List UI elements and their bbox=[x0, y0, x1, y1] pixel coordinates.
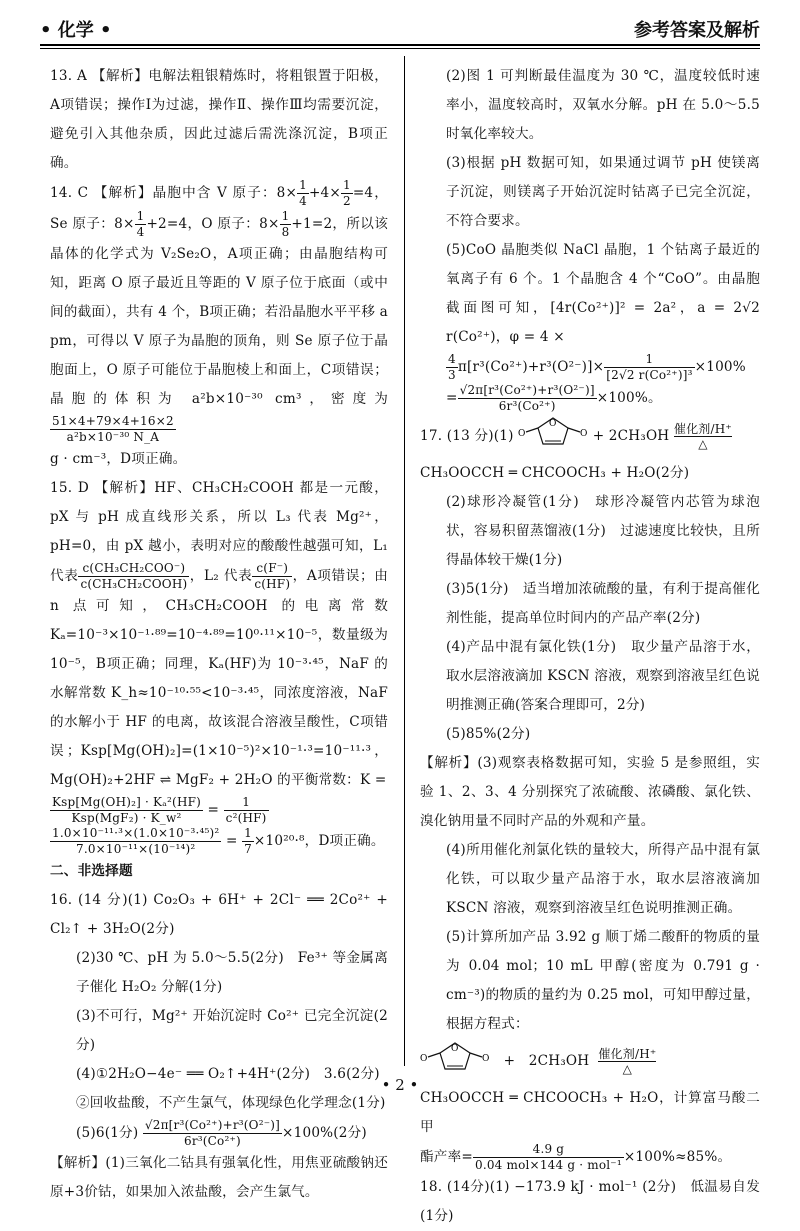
fraction: $\frac{1}{\text{c²(HF)}}$ bbox=[225, 795, 267, 825]
answer-16-1: 16. (14 分)(1) Co₂O₃ + 6H⁺ + 2Cl⁻ ══ 2Co²⁺ + Cl₂↑ + 3H₂O(2分) bbox=[50, 892, 388, 937]
analysis-16-2: (2)图 1 可判断最佳温度为 30 ℃，温度较低时速率小，温度较高时，双氧水分解。pH 在 5.0～5.5 时氧化率较大。 bbox=[446, 68, 760, 142]
answer-17-5: (5)85%(2分) bbox=[446, 726, 531, 742]
header-rule-thin bbox=[40, 48, 760, 49]
fraction: $\frac{1}{4}$ bbox=[136, 209, 145, 239]
fraction: $\frac{1}{4}$ bbox=[299, 178, 307, 208]
answer-14-end: g · cm⁻³，D项正确。 bbox=[50, 451, 187, 467]
analysis-16-3: (3)根据 pH 数据可知，如果通过调节 pH 使镁离子沉淀，则镁离子开始沉淀时钴离子已完全沉淀，不符合要求。 bbox=[446, 155, 760, 229]
right-column bbox=[420, 62, 760, 1231]
fraction: $\frac{\text{c(CH₃CH₂COO⁻)}}{\text{c(CH₃CH₂COOH)}}$ bbox=[80, 561, 188, 591]
answer-17-1b: CH₃OOCCH ═ CHCOOCH₃ + H₂O(2分) bbox=[420, 465, 690, 481]
answer-17-3: (3)5(1分) 适当增加浓硫酸的量，有利于提高催化剂性能，提高单位时间内的产品产率(2分) bbox=[446, 581, 760, 626]
analysis-17-5b: CH₃OOCCH ═ CHCOOCH₃ + H₂O，计算富马酸二甲 bbox=[420, 1090, 760, 1135]
answer-17-2: (2)球形冷凝管(1分) 球形冷凝管内芯管为球泡状，容易积留蒸馏液(1分) 过滤速度比较快，且所得晶体较干燥(1分) bbox=[446, 494, 760, 568]
header-title: 参考答案及解析 bbox=[634, 20, 760, 41]
answer-15: 15. D 【解析】HF、CH₃CH₂COOH 都是一元酸，pX 与 pH 成直线形关系，所以 L₃ 代表 Mg²⁺，pH=0，由 pX 越小，表明对应的酸酸性越强可知，L₁ 代表 $\frac{\text{c(CH₃CH₂COO⁻)}}{\text{c(CH₃CH₂COOH)}}$ ，L₂ 代表 $\frac{c(F^-)}{c(HF)}$ ，A项错误；由 n 点可知，CH₃CH₂COOH 的电离常数 Kₐ=10⁻³×10⁻¹·⁸⁹=10⁻⁴·⁸⁹=10⁰·¹¹×10⁻⁵，数量级为 10⁻⁵，B项正确；同理，Kₐ(HF)为 10⁻³·⁴⁵，NaF 的水解常数 K_h≈10⁻¹⁰·⁵⁵<10⁻³·⁴⁵，同浓度溶液，NaF 的水解小于 HF 的电离，故该混合溶液呈酸性，C项错误；Ksp[Mg(OH)₂]=(1×10⁻⁵)²×10⁻¹·³=10⁻¹¹·³，Mg(OH)₂+2HF ⇌ MgF₂ + 2H₂O 的平衡常数：K = $\frac{\text{Ksp[Mg(OH)₂] · Kₐ²(HF)}}{\text{Ksp(MgF₂) · K\_w²}}$ = $\frac{1}{\text{c²(HF)}}$ $\frac{\text{1.0×10⁻¹¹·³×(1.0×10⁻³·⁴⁵)²}}{\text{7.0×10⁻¹¹×(10⁻¹⁴)²}}$ = $\frac{1}{7}$ ×10²⁰·⁸，D项正确。 bbox=[50, 480, 389, 856]
maleic-anhydride-structure bbox=[518, 414, 588, 459]
header-subject: • 化学 • bbox=[40, 20, 112, 41]
reaction-arrow: 催化剂/H⁺ △ bbox=[598, 1047, 657, 1076]
page-header bbox=[40, 12, 760, 42]
section-heading: 二、非选择题 bbox=[50, 863, 133, 879]
svg-text:O: O bbox=[518, 429, 526, 439]
analysis-16: 【解析】(1)三氧化二钴具有强氧化性，用焦亚硫酸钠还原+3价钴，如果加入浓盐酸，会产生氯气。 bbox=[50, 1155, 388, 1200]
fraction: $\frac{1}{8}$ bbox=[281, 209, 290, 239]
svg-text:O: O bbox=[580, 429, 588, 439]
analysis-17-3: 【解析】(3)观察表格数据可知，实验 5 是参照组，实验 1、2、3、4 分别探究了浓硫酸、浓磷酸、氯化铁、溴化钠用量不同时产品的外观和产量。 bbox=[420, 755, 760, 829]
fraction: $\frac{4.9 g}{\text{0.04 mol×144 g · mol⁻¹}}$ bbox=[474, 1142, 622, 1172]
answer-16-5: (5)6(1分) $\frac{\text{√2π[r³(Co²⁺)+r³(O²⁻)]}}{\text{6r³(Co²⁺)}}$ ×100%(2分) bbox=[76, 1118, 367, 1148]
fraction: $\frac{4}{3}$ bbox=[448, 352, 456, 382]
header-rule bbox=[40, 44, 760, 46]
fraction: $\frac{\text{Ksp[Mg(OH)₂] · Kₐ²(HF)}}{\text{Ksp(MgF₂) · K\_w²}}$ bbox=[52, 795, 202, 825]
density-fraction: $\frac{51\times 4+79\times 4+16\times 2}{\text{a²b×10⁻³⁰ N\_A}}$ bbox=[52, 414, 174, 444]
analysis-17-4: (4)所用催化剂氯化铁的量较大，所得产品中混有氯化铁，可以取少量产品溶于水，取水层溶液滴加 KSCN 溶液，观察到溶液呈红色说明推测正确。 bbox=[446, 842, 760, 916]
answer-16-4b: ②回收盐酸，不产生氯气，体现绿色化学理念(1分) bbox=[76, 1095, 386, 1111]
answer-16-2: (2)30 ℃、pH 为 5.0～5.5(2分) Fe³⁺ 等金属离子催化 H₂O₂ 分解(1分) bbox=[76, 950, 388, 995]
answer-13: 13. A 【解析】电解法粗银精炼时，将粗银置于阳极，A项错误；操作Ⅰ为过滤，操作Ⅱ、操作Ⅲ均需要沉淀，避免引入其他杂质，因此过滤后需洗涤沉淀，B项正确。 bbox=[50, 68, 388, 171]
analysis-17-5: (5)计算所加产品 3.92 g 顺丁烯二酸酐的物质的量为 0.04 mol；10 mL 甲醇(密度为 0.791 g · cm⁻³)的物质的量约为 0.25 mol，可知甲醇过量，根据方程式： bbox=[446, 929, 760, 1032]
answer-17-1: 17. (13 分)(1) O O O + 2CH₃OH 催化剂/H⁺ △ bbox=[420, 414, 760, 459]
answer-17-4: (4)产品中混有氯化铁(1分) 取少量产品溶于水，取水层溶液滴加 KSCN 溶液，观察到溶液呈红色说明推测正确(答案合理即可，2分) bbox=[446, 639, 760, 713]
fraction: $\frac{1}{7}$ bbox=[244, 826, 252, 856]
analysis-16-5: (5)CoO 晶胞类似 NaCl 晶胞，1 个钴离子最近的氧离子有 6 个。1 个晶胞含 4 个“CoO”。由晶胞截面图可知，[4r(Co²⁺)]² = 2a²，a = 2√2 r(Co²⁺)，φ = 4 × $\frac{4}{3}$ π[r³(Co²⁺)+r³(O²⁻)]× $\frac{1}{\text{[2√2 r(Co²⁺)]³}}$ ×100% = $\frac{\text{√2π[r³(Co²⁺)+r³(O²⁻)]}}{\text{6r³(Co²⁺)}}$ ×100%。 bbox=[446, 242, 760, 413]
svg-text:O: O bbox=[451, 1044, 459, 1054]
fraction: $\frac{1}{2}$ bbox=[342, 178, 351, 208]
fraction: $\frac{\text{√2π[r³(Co²⁺)+r³(O²⁻)]}}{\text{6r³(Co²⁺)}}$ bbox=[144, 1118, 281, 1148]
fraction: $\frac{\text{1.0×10⁻¹¹·³×(1.0×10⁻³·⁴⁵)²}}{\text{7.0×10⁻¹¹×(10⁻¹⁴)²}}$ bbox=[52, 826, 220, 856]
svg-text:O: O bbox=[420, 1054, 428, 1064]
answer-18-1: 18. (14分)(1) −173.9 kJ · mol⁻¹ (2分) 低温易自发(1分) bbox=[420, 1179, 760, 1224]
fraction: $\frac{1}{\text{[2√2 r(Co²⁺)]³}}$ bbox=[606, 352, 693, 382]
fraction: $\frac{c(F^-)}{c(HF)}$ bbox=[254, 561, 291, 591]
reaction-arrow: 催化剂/H⁺ △ bbox=[673, 422, 732, 451]
column-divider bbox=[404, 56, 405, 1066]
equation-row: O O O + 2CH₃OH 催化剂/H⁺ △ bbox=[420, 1039, 760, 1084]
answer-16-3: (3)不可行，Mg²⁺ 开始沉淀时 Co²⁺ 已完全沉淀(2分) bbox=[76, 1008, 388, 1053]
analysis-17-5c: 酯产率= $\frac{4.9 g}{\text{0.04 mol×144 g · mol⁻¹}}$ ×100%≈85%。 bbox=[420, 1142, 732, 1172]
answer-16-4: (4)①2H₂O−4e⁻ ══ O₂↑+4H⁺(2分) 3.6(2分) bbox=[76, 1066, 380, 1082]
fraction: $\frac{\text{√2π[r³(Co²⁺)+r³(O²⁻)]}}{\text{6r³(Co²⁺)}}$ bbox=[459, 383, 595, 413]
answer-14: 14. C 【解析】晶胞中含 V 原子：8× $\frac{1}{4}$ +4× $\frac{1}{2}$ =4，Se 原子：8× $\frac{1}{4}$ +2=4，O 原子：8× $\frac{1}{8}$ +1=2，所以该晶体的化学式为 V₂Se₂O，A项正确；由晶胞结构可知，距离 O 原子最近且等距的 V 原子位于底面（或中间的截面），共有 4 个，B项正确；若沿晶胞水平平移 a pm，可得以 V 原子为晶胞的顶角，则 Se 原子位于晶胞面上，O 原子可能位于晶胞棱上和面上，C项错误；晶胞的体积为 a²b×10⁻³⁰ cm³，密度为 $\frac{51\times 4+79\times 4+16\times 2}{\text{a²b×10⁻³⁰ N\_A}}$ bbox=[50, 178, 388, 444]
svg-text:O: O bbox=[482, 1054, 490, 1064]
svg-text:O: O bbox=[549, 419, 557, 429]
page-number: • 2 • bbox=[381, 1076, 419, 1094]
left-column bbox=[50, 62, 388, 1207]
